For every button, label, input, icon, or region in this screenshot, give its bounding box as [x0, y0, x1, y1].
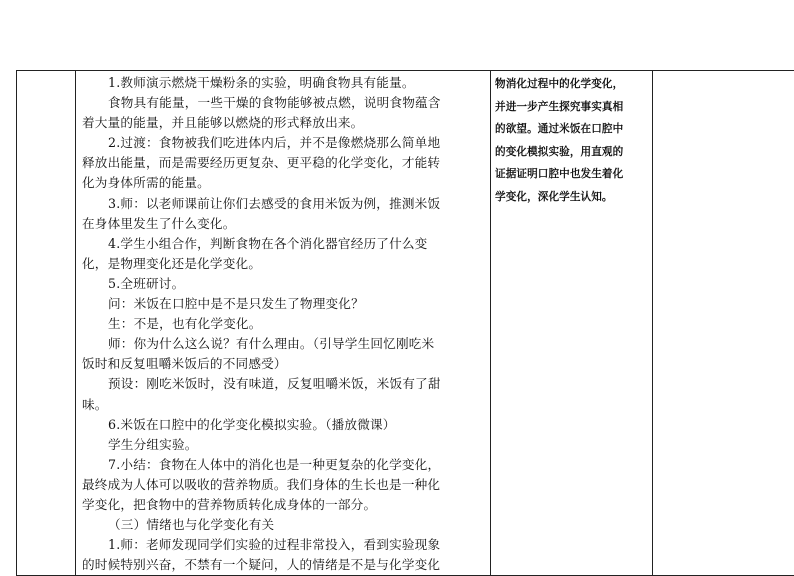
section-heading: （三）情绪也与化学变化有关 — [82, 515, 482, 535]
text-line: 2.过渡：食物被我们吃进体内后，并不是像燃烧那么简单地 — [82, 133, 482, 153]
intent-line: 物消化过程中的化学变化， — [495, 73, 648, 96]
text-line: 最终成为人体可以吸收的营养物质。我们身体的生长也是一种化 — [82, 475, 482, 495]
text-line: 5.全班研讨。 — [82, 274, 482, 294]
intent-line: 的欲望。通过米饭在口腔中 — [495, 118, 648, 141]
text-line: 预设：刚吃米饭时，没有味道，反复咀嚼米饭，米饭有了甜 — [82, 374, 482, 394]
text-line: 在身体里发生了什么变化。 — [82, 214, 482, 234]
text-line: 1.师：老师发现同学们实验的过程非常投入，看到实验现象 — [82, 535, 482, 555]
text-line: 7.小结：食物在人体中的消化也是一种更复杂的化学变化， — [82, 455, 482, 475]
text-line: 化为身体所需的能量。 — [82, 173, 482, 193]
text-line: 1.教师演示燃烧干燥粉条的实验，明确食物具有能量。 — [82, 73, 482, 93]
intent-line: 证据证明口腔中也发生着化 — [495, 163, 648, 186]
text-line: 的时候特别兴奋，不禁有一个疑问，人的情绪是不是与化学变化 — [82, 555, 482, 575]
text-line: 味。 — [82, 395, 482, 415]
text-line: 学变化，把食物中的营养物质转化成身体的一部分。 — [82, 495, 482, 515]
lesson-plan-table — [16, 70, 794, 576]
text-line: 生：不是，也有化学变化。 — [82, 314, 482, 334]
text-line: 4.学生小组合作，判断食物在各个消化器官经历了什么变 — [82, 234, 482, 254]
intent-line: 并进一步产生探究事实真相 — [495, 96, 648, 119]
text-line: 着大量的能量，并且能够以燃烧的形式释放出来。 — [82, 113, 482, 133]
text-line: 6.米饭在口腔中的化学变化模拟实验。（播放微课） — [82, 415, 482, 435]
intent-line: 学变化，深化学生认知。 — [495, 186, 648, 209]
text-line: 化，是物理变化还是化学变化。 — [82, 254, 482, 274]
text-line: 食物具有能量，一些干燥的食物能够被点燃，说明食物蕴含 — [82, 93, 482, 113]
text-line: 释放出能量，而是需要经历更复杂、更平稳的化学变化，才能转 — [82, 153, 482, 173]
text-line: 师：你为什么这么说？有什么理由。（引导学生回忆刚吃米 — [82, 334, 482, 354]
design-intent-cell — [491, 71, 653, 576]
table-row — [17, 71, 794, 576]
teaching-process-cell — [76, 71, 491, 576]
text-line: 学生分组实验。 — [82, 435, 482, 455]
text-line: 问：米饭在口腔中是不是只发生了物理变化？ — [82, 294, 482, 314]
blank-right-cell — [653, 71, 794, 576]
intent-line: 的变化模拟实验，用直观的 — [495, 141, 648, 164]
blank-left-cell — [17, 71, 76, 576]
text-line: 饭时和反复咀嚼米饭后的不同感受） — [82, 354, 482, 374]
text-line: 3.师：以老师课前让你们去感受的食用米饭为例，推测米饭 — [82, 194, 482, 214]
